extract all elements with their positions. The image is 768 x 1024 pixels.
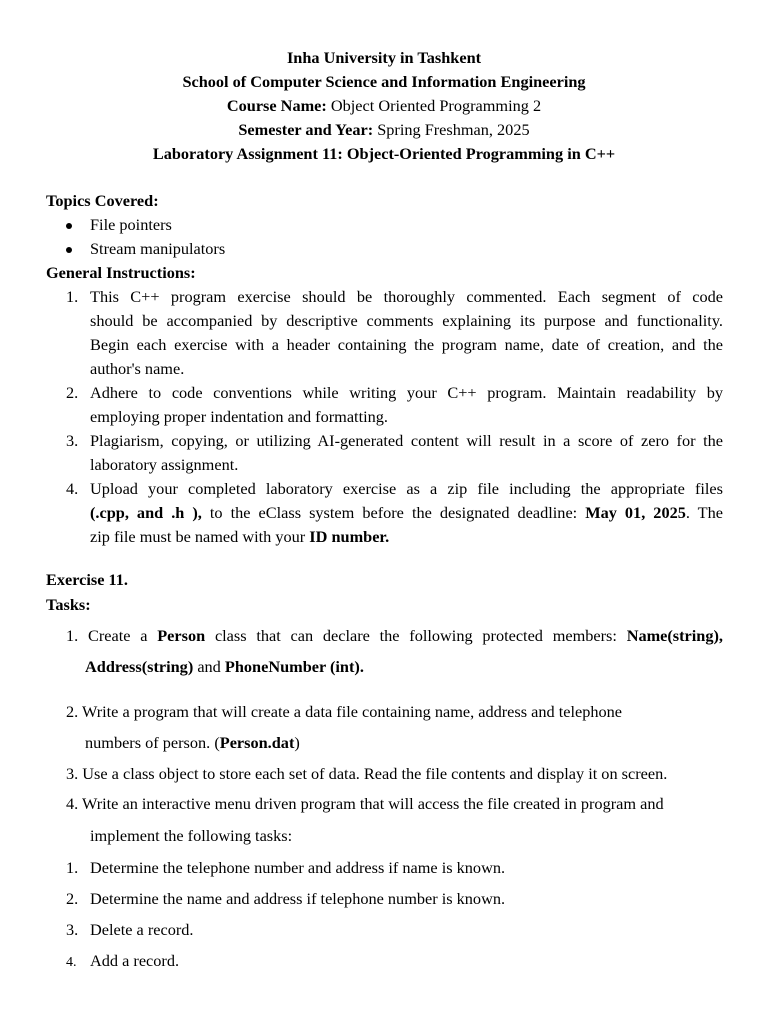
- task-text: and: [193, 657, 225, 676]
- semester-line: [0, 118, 768, 142]
- course-value: Object Oriented Programming 2: [326, 96, 542, 115]
- document-header: [0, 46, 768, 166]
- school-name: School of Computer Science and Information Engineering: [182, 72, 586, 91]
- subtask-text: Delete a record.: [90, 920, 194, 939]
- subtask-text: Determine the name and address if telephone number is known.: [90, 889, 506, 908]
- list-item: [66, 213, 225, 237]
- item-number: 1.: [66, 287, 79, 306]
- task-2: [66, 700, 723, 724]
- task-number: 1.: [66, 626, 79, 645]
- subtask-item: [66, 887, 505, 911]
- deadline-date: May 01, 2025: [585, 503, 686, 522]
- task-text: class that can declare the following protected members:: [205, 626, 627, 645]
- semester-value: Spring Freshman, 2025: [373, 120, 530, 139]
- task-text: Create a: [78, 626, 158, 645]
- task-1-continued: [85, 655, 742, 679]
- instruction-line: laboratory assignment.: [90, 455, 239, 474]
- task-text: ): [294, 733, 300, 752]
- semester-label: Semester and Year:: [238, 120, 374, 139]
- course-line: [0, 94, 768, 118]
- subtask-text: Determine the telephone number and address if name is known.: [90, 858, 506, 877]
- task-number: 4.: [66, 794, 79, 813]
- instruction-line: employing proper indentation and formatting.: [90, 407, 388, 426]
- instruction-line: Plagiarism, copying, or utilizing AI-generated content will result in a score of zero for the: [90, 431, 723, 450]
- task-2-continued: [85, 731, 742, 755]
- topics-heading: Topics Covered:: [46, 191, 159, 210]
- instruction-text: to the eClass system before the designated deadline:: [201, 503, 586, 522]
- instruction-line: author's name.: [90, 359, 185, 378]
- bullet-icon: [66, 247, 72, 253]
- instruction-line: Upload your completed laboratory exercise as a zip file including the appropriate files: [90, 479, 723, 498]
- assignment-title: Laboratory Assignment 11: Object-Oriented Programming in C++: [152, 144, 616, 163]
- item-number: 2.: [66, 383, 79, 402]
- item-number: 3.: [66, 431, 79, 450]
- subtask-item: [66, 949, 179, 975]
- instruction-line: This C++ program exercise should be thoroughly commented. Each segment of code: [90, 287, 723, 306]
- tasks-heading: Tasks:: [46, 595, 91, 614]
- topic-text: File pointers: [90, 215, 172, 234]
- instruction-text: zip file must be named with your: [90, 527, 310, 546]
- general-instruction-1: [66, 285, 723, 381]
- instruction-text: . The: [685, 503, 723, 522]
- item-number: 4.: [66, 479, 79, 498]
- member-name: Name(string),: [626, 626, 723, 645]
- instruction-line: Adhere to code conventions while writing your C++ program. Maintain readability by: [90, 383, 723, 402]
- university-name: Inha University in Tashkent: [286, 48, 482, 67]
- subtask-item: [66, 918, 194, 942]
- task-text: numbers of person. (: [85, 733, 220, 752]
- general-instruction-2: [66, 381, 723, 429]
- task-text: Use a class object to store each set of data. Read the file contents and display it on screen.: [78, 764, 668, 783]
- member-address: Address(string): [85, 657, 194, 676]
- id-number-note: ID number.: [309, 527, 390, 546]
- task-number: 3.: [66, 764, 79, 783]
- task-4-continued: implement the following tasks:: [90, 826, 293, 845]
- task-line: [66, 624, 723, 648]
- data-file-name: Person.dat: [219, 733, 295, 752]
- member-phone: PhoneNumber (int).: [224, 657, 364, 676]
- task-text: Write a program that will create a data file containing name, address and telephone: [78, 702, 623, 721]
- task-number: 2.: [66, 702, 79, 721]
- task-4: [66, 792, 723, 816]
- file-types: (.cpp, and .h ),: [90, 503, 202, 522]
- subtask-text: Add a record.: [90, 951, 180, 970]
- instruction-line: [90, 525, 723, 549]
- topics-list: [66, 213, 225, 261]
- subtask-item: [66, 856, 505, 880]
- instruction-line: [90, 501, 723, 525]
- subtask-number: 4.: [66, 955, 77, 970]
- instruction-line: Begin each exercise with a header containing the program name, date of creation, and the: [90, 335, 723, 354]
- task-text: Write an interactive menu driven program that will access the file created in program and: [78, 794, 664, 813]
- class-name: Person: [157, 626, 206, 645]
- general-instruction-4: [66, 477, 723, 549]
- subtask-number: 2.: [66, 889, 79, 908]
- bullet-icon: [66, 223, 72, 229]
- subtask-number: 1.: [66, 858, 79, 877]
- exercise-title: Exercise 11.: [46, 570, 128, 589]
- task-3: [66, 762, 723, 786]
- subtask-number: 3.: [66, 920, 79, 939]
- instruction-line: should be accompanied by descriptive comments explaining its purpose and functionality.: [90, 311, 723, 330]
- list-item: [66, 237, 225, 261]
- general-instruction-3: [66, 429, 723, 477]
- general-instructions-heading: General Instructions:: [46, 263, 196, 282]
- task-1: [66, 624, 723, 648]
- topic-text: Stream manipulators: [90, 239, 226, 258]
- course-label: Course Name:: [226, 96, 327, 115]
